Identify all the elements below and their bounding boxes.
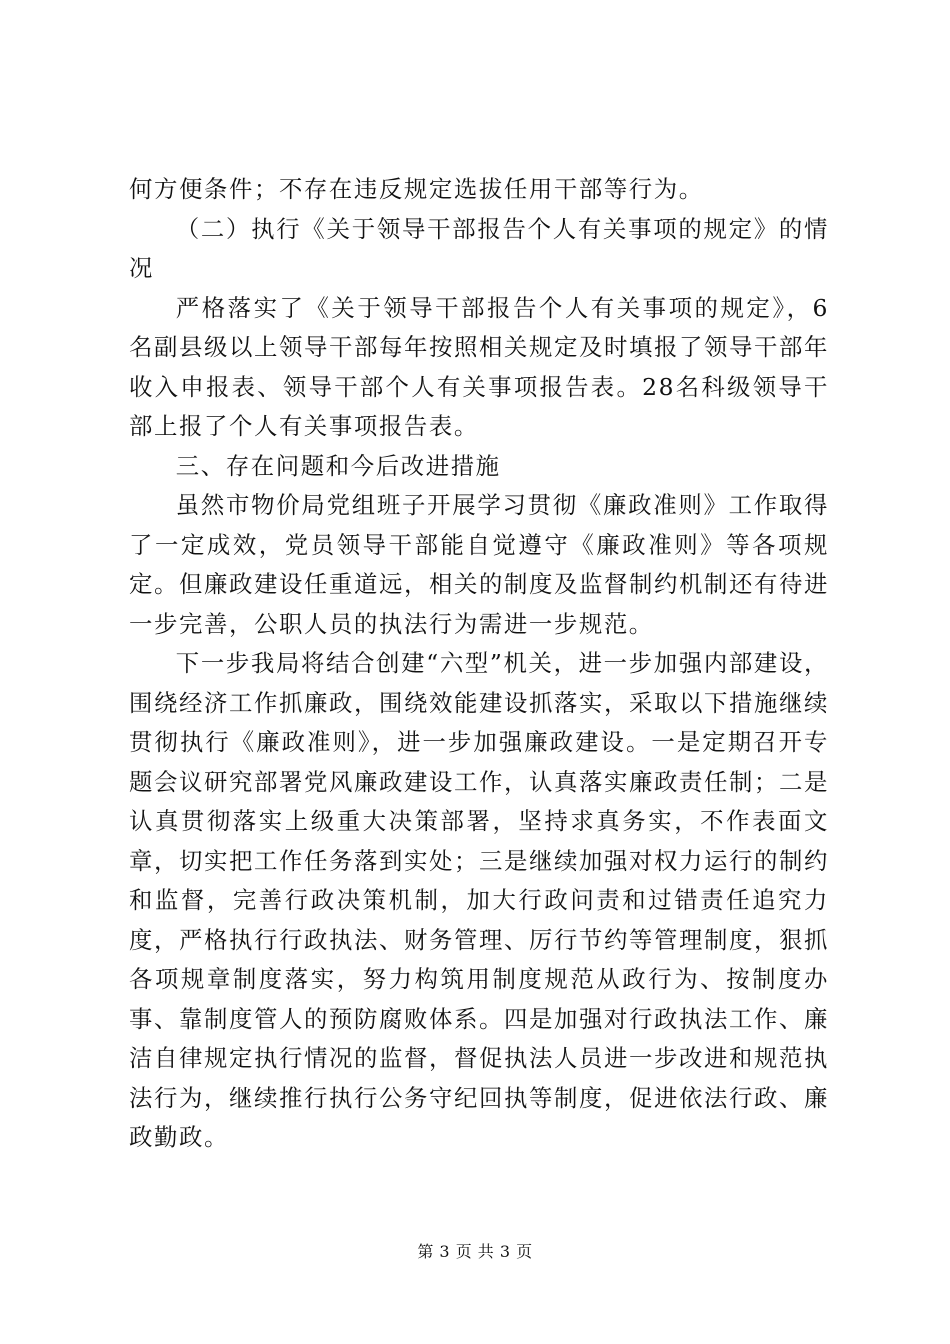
page-number-footer: 第 3 页 共 3 页 xyxy=(417,1242,533,1261)
paragraph-reporting-implementation: 严格落实了《关于领导干部报告个人有关事项的规定》，6名副县级以上领导干部每年按照相关规定及时填报了领导干部年收入申报表、领导干部个人有关事项报告表。28名科级领导干部上报了个人有关事项报告表。 xyxy=(129,293,829,440)
section-heading-problems-improvements: 三、存在问题和今后改进措施 xyxy=(175,451,501,480)
paragraph-next-steps: 下一步我局将结合创建“六型”机关，进一步加强内部建设，围绕经济工作抓廉政，围绕效能建设抓落实，采取以下措施继续贯彻执行《廉政准则》，进一步加强廉政建设。一是定期召开专题会议研究部署党风廉政建设工作，认真落实廉政责任制；二是认真贯彻落实上级重大决策部署，坚持求真务实，不作表面文章，切实把工作任务落到实处；三是继续加强对权力运行的制约和监督，完善行政决策机制，加大行政问责和过错责任追究力度，严格执行行政执法、财务管理、厉行节约等管理制度，狠抓各项规章制度落实，努力构筑用制度规范从政行为、按制度办事、靠制度管人的预防腐败体系。四是加强对行政执法工作、廉洁自律规定执行情况的监督，督促执法人员进一步改进和规范执法行为，继续推行执行公务守纪回执等制度，促进依法行政、廉政勤政。 xyxy=(129,649,829,1151)
paragraph-continuation: 何方便条件；不存在违反规定选拔任用干部等行为。 xyxy=(129,175,704,203)
paragraph-problems: 虽然市物价局党组班子开展学习贯彻《廉政准则》工作取得了一定成效，党员领导干部能自觉遵守《廉政准则》等各项规定。但廉政建设任重道远，相关的制度及监督制约机制还有待进一步完善，公职人员的执法行为需进一步规范。 xyxy=(129,491,829,638)
document-body xyxy=(129,170,829,1158)
section-heading-reporting-rules: （二）执行《关于领导干部报告个人有关事项的规定》的情况 xyxy=(129,214,829,282)
